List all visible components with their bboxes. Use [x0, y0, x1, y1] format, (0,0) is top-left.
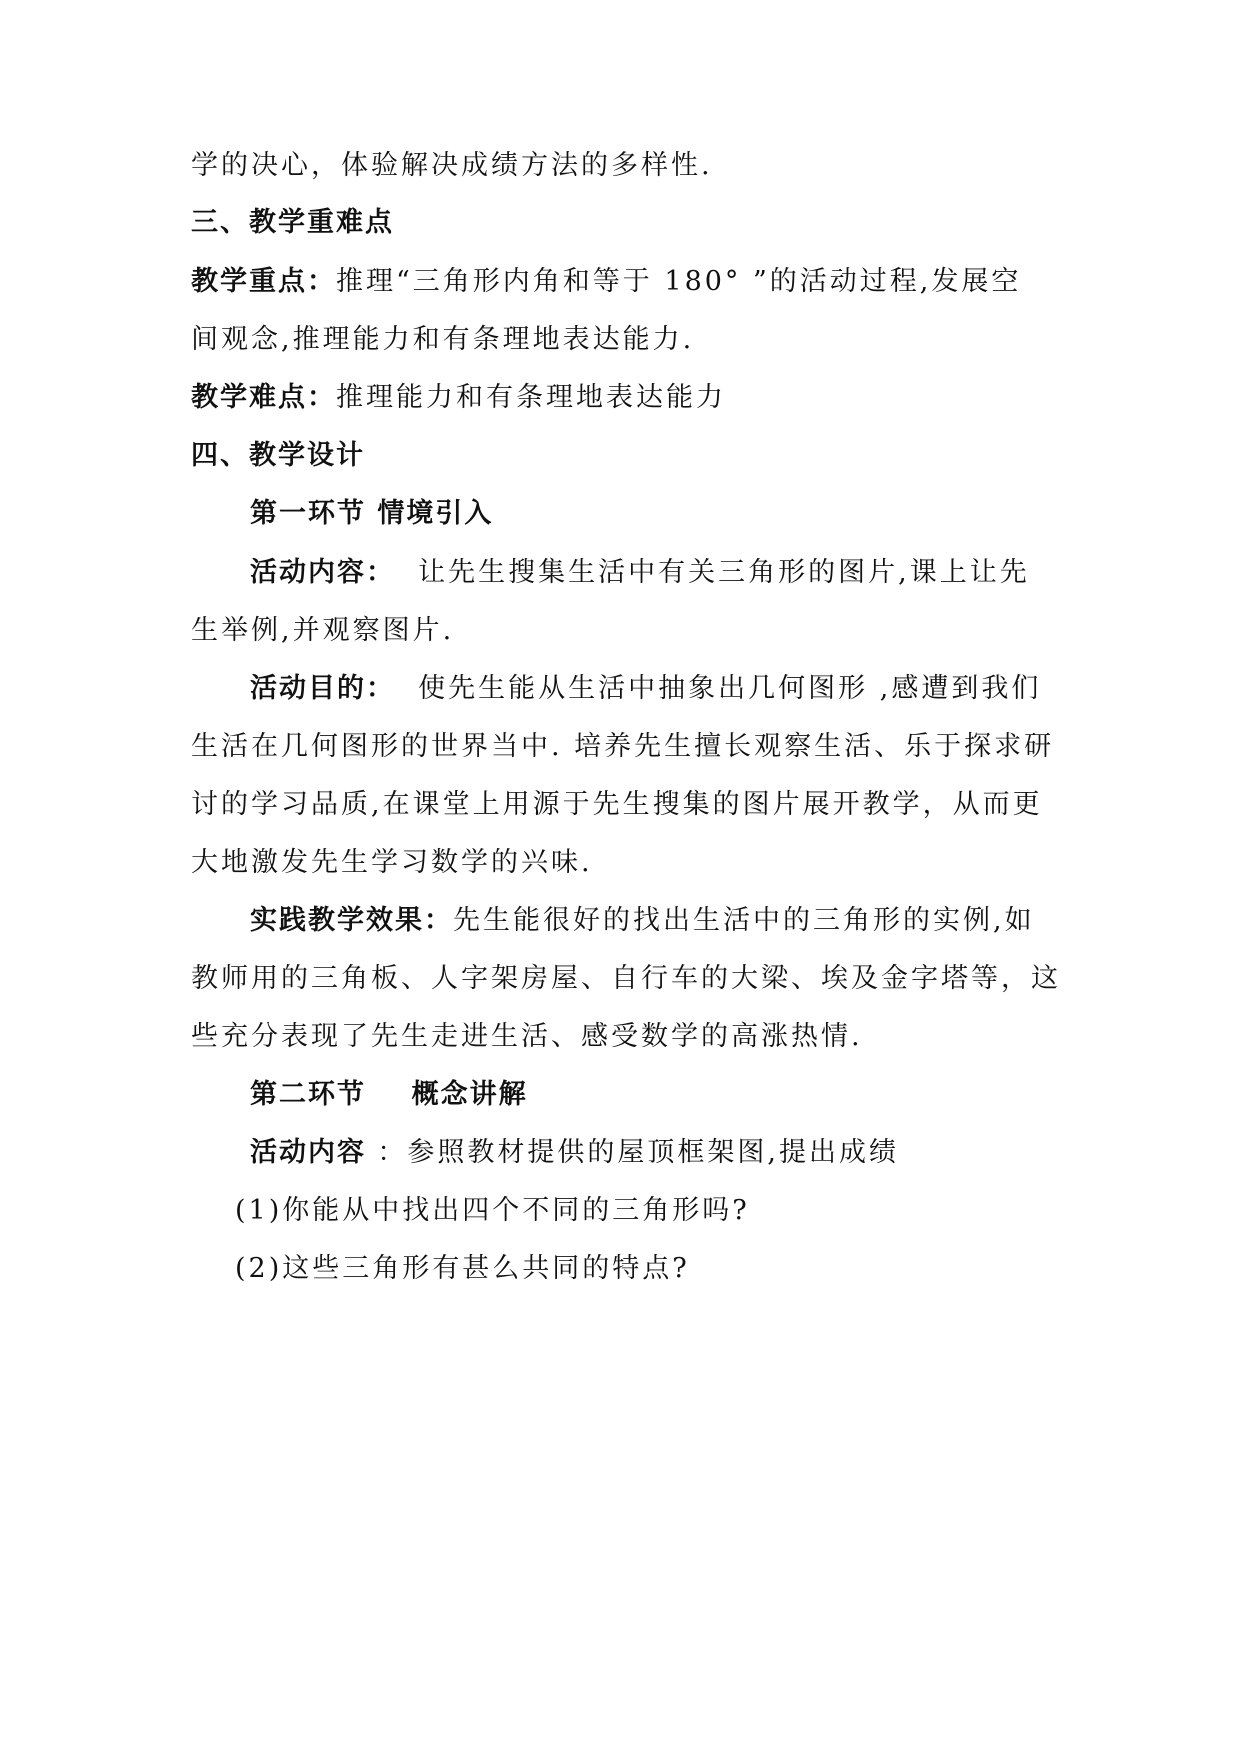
question-item-1: (1)你能从中找出四个不同的三角形吗?: [235, 1195, 750, 1226]
section-heading-3: 三、教学重难点: [191, 207, 394, 238]
activity-goal-text: 使先生能从生活中抽象出几何图形 ,感遭到我们: [395, 673, 1042, 704]
text-line: 学的决心，体验解决成绩方法的多样性.: [191, 150, 713, 181]
key-point-text: 推理“三角形内角和等于 180° ”的活动过程,发展空: [336, 266, 1022, 297]
activity-content-line: [250, 553, 1060, 593]
activity-content-line-2: [250, 1133, 1060, 1173]
text-line: 生举例,并观察图片.: [191, 615, 455, 646]
text-line: 大地激发先生学习数学的兴味.: [191, 847, 593, 878]
difficulty-text: 推理能力和有条理地表达能力: [336, 382, 726, 413]
difficulty-label: 教学难点：: [191, 382, 336, 413]
effect-label: 实践教学效果：: [250, 905, 453, 936]
key-point-label: 教学重点：: [191, 266, 336, 297]
effect-text: 先生能很好的找出生活中的三角形的实例,如: [453, 905, 1035, 936]
activity-content-label-2: 活动内容: [250, 1137, 378, 1168]
text-line: 间观念,推理能力和有条理地表达能力.: [191, 324, 695, 355]
question-item-2: (2)这些三角形有甚么共同的特点?: [235, 1253, 690, 1284]
activity-content-text: 让先生搜集生活中有关三角形的图片,课上让先: [395, 557, 1030, 588]
activity-goal-line: [250, 669, 1060, 709]
key-point-line: [191, 262, 1061, 302]
step-heading-2: 第二环节 概念讲解: [250, 1079, 528, 1110]
text-line: 些充分表现了先生走进生活、感受数学的高涨热情.: [191, 1021, 863, 1052]
activity-goal-label: 活动目的：: [250, 673, 395, 704]
activity-content-text-2: ：参照教材提供的屋顶框架图,提出成绩: [377, 1137, 899, 1168]
section-heading-4: 四、教学设计: [191, 440, 365, 471]
text-line: 生活在几何图形的世界当中. 培养先生擅长观察生活、乐于探求研: [191, 731, 1055, 762]
text-line: 教师用的三角板、人字架房屋、自行车的大梁、埃及金字塔等，这: [191, 963, 1061, 994]
effect-line: [250, 901, 1060, 941]
text-line: 讨的学习品质,在课堂上用源于先生搜集的图片展开教学，从而更: [191, 789, 1043, 820]
difficulty-line: [191, 378, 1061, 418]
activity-content-label: 活动内容：: [250, 557, 395, 588]
step-heading-1: 第一环节 情境引入: [250, 498, 494, 529]
